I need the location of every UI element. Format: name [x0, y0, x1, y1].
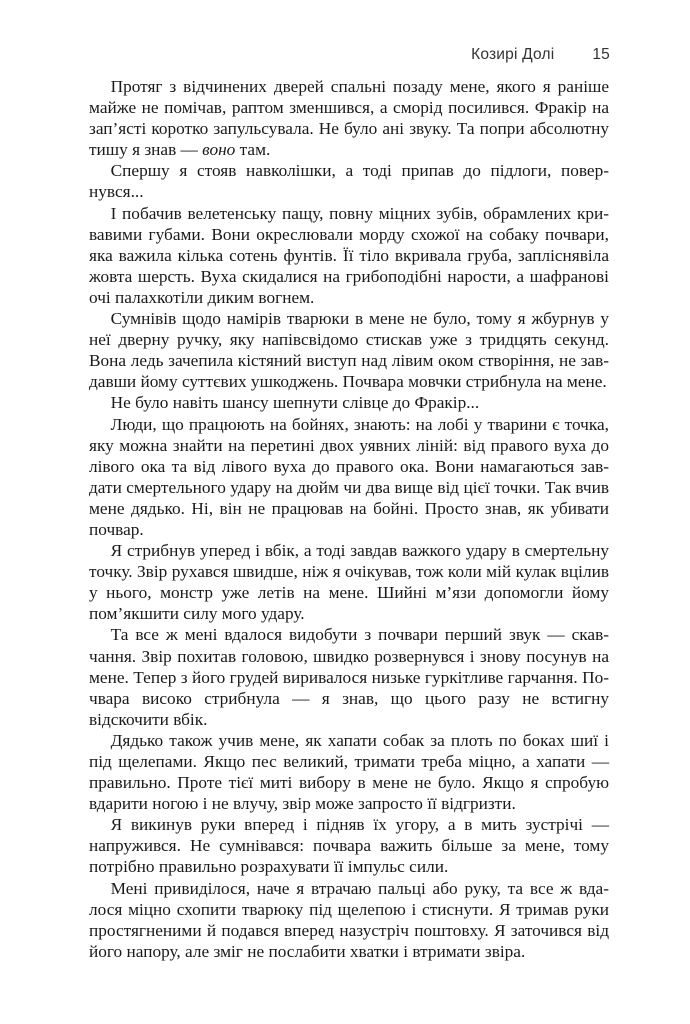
- paragraph: І побачив велетенську пащу, повну міцних зубів, обрамлених кривавими губами. Вони окреслювали морду схожої на собаку почвари, яка важила кілька сотень фунтів. Її тіло вкривала груба, запліснявіла жовта шерсть. Вуха скидалися на грибоподібні нарости, а шафранові очі палахкотіли диким вогнем.: [89, 203, 609, 307]
- paragraph-text: Протяг з відчинених дверей спальні позаду мене, якого я раніше майже не помічав, раптом зменшився, а сморід посилився. Фракір на зап’ясті коротко запульсувала. Не було ані звуку. Та попри абсолютну тишу я знав —: [89, 77, 609, 160]
- paragraph-text: там.: [235, 140, 271, 160]
- running-header: [471, 46, 610, 64]
- paragraph: Я стрибнув уперед і вбік, а тоді завдав важкого удару в смертельну точку. Звір рухався швидше, ніж я очікував, тож коли мій кулак вцілив у нього, монстр уже летів на мене. Шийні м’язи допомогли йому пом’якшити силу мого удару.: [89, 541, 609, 624]
- paragraph: Сумнівів щодо намірів тварюки в мене не було, тому я жбурнув у неї дверну ручку, яку напівсвідомо стискав уже з тридцять секунд. Вона ледь зачепила кістяний виступ над лівим оком створіння, не завдавши йому суттєвих ушкоджень. Почвара мовчки стрибнула на мене.: [89, 309, 609, 392]
- book-title: Козирі Долі: [471, 46, 555, 63]
- paragraph: Я викинув руки вперед і підняв їх угору, а в мить зустрічі — напружився. Не сумнівався: почвара важить більше за мене, тому потрібно правильно розрахувати її імпульс сили.: [89, 815, 609, 877]
- page-number: 15: [592, 46, 610, 63]
- paragraph: [89, 76, 609, 160]
- paragraph: Спершу я стояв навколішки, а тоді припав до підлоги, повернувся...: [89, 161, 609, 202]
- emphasis-text: воно: [202, 140, 236, 160]
- paragraph: Люди, що працюють на бойнях, знають: на лобі у тварини є точка, яку можна знайти на перетині двох уявних ліній: від правого вуха до лівого ока та від лівого вуха до правого ока. Вони намагаються завдати смертельного удару на дюйм чи два вище від цієї точки. Так вчив мене дядько. Ні, він не працював на бойні. Просто знав, як убивати почвар.: [89, 414, 609, 539]
- paragraph: Та все ж мені вдалося видобути з почвари перший звук — скавчання. Звір похитав головою, швидко розвернувся і знову посунув на мене. Тепер з його грудей виривалося низьке гуркітливе гарчання. Почвара високо стрибнула — я знав, що цього разу не встигну відскочити вбік.: [89, 625, 609, 729]
- paragraph: Мені привиділося, наче я втрачаю пальці або руку, та все ж вдалося міцно схопити тварюку під щелепою і стиснути. Я тримав руки простягненими й подався вперед назустріч поштовху. Я заточився від його напору, але зміг не послабити хватки і втримати звіра.: [89, 878, 609, 961]
- paragraph: Не було навіть шансу шепнути слівце до Фракір...: [110, 393, 480, 413]
- body-text: [89, 76, 609, 962]
- paragraph: Дядько також учив мене, як хапати собак за плоть по боках шиї і під щелепами. Якщо пес великий, тримати треба міцно, а хапати — правильно. Проте тієї миті вибору в мене не було. Якщо я спробую вдарити ногою і не влучу, звір може запросто її відгризти.: [89, 730, 609, 814]
